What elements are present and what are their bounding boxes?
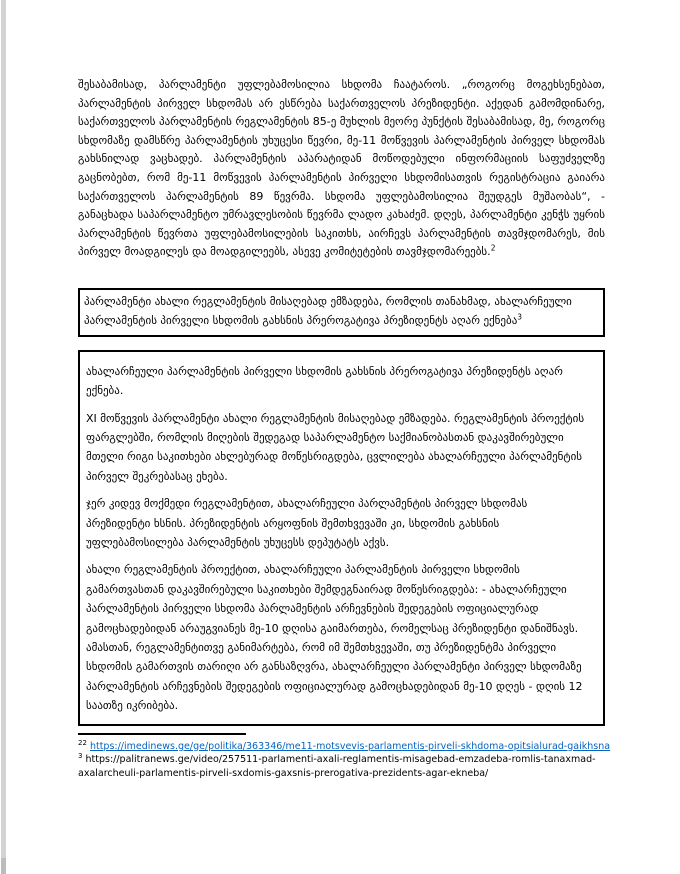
article-paragraph-4: ახალი რეგლამენტის პროექტით, ახალარჩეული პარლამენტის პირველი სხდომის გამართვასთან დაკავშირებული საკითხები შემდეგნაირად მოწესრიგდება: - ახალარჩეული პარლამენტის პირველი სხდომა პარლამენტის არჩევნების შედეგების ოფიციალურად გამოცხადებიდან არაუგვიანეს მე-10 დღისა გაიმართება, რომელსაც პრეზიდენტი დანიშნავს. ამასთან, რეგლამენტითვე განიმარტება, რომ იმ შემთხვევაში, თუ პრეზიდენტმა პირველი სხდომის გამართვის თარიღი არ განსაზღვრა, ახალარჩეული პარლამენტი პირველ სხდომაზე პარლამენტის არჩევნების შედეგების ოფიციალურად გამოცხადებიდან მე-10 დღეს - დღის 12 საათზე იკრიბება. (86, 563, 583, 713)
article-paragraph-2: XI მოწვევის პარლამენტი ახალი რეგლამენტის მისაღებად ემზადება. რეგლამენტის პროექტის ფარგლებში, რომლის მიღების შედეგად საპარლამენტო საქმიანობასთან დაკავშირებული მთელი რიგი საკითხები ახლებურად მოწესრიგდება, ცვლილება ახალარჩეული პარლამენტის პირველ შეკრებასაც ეხება. (86, 411, 585, 483)
article-box (78, 350, 605, 726)
intro-paragraph (78, 76, 605, 262)
document-content (78, 76, 611, 780)
footnote-separator (78, 733, 246, 735)
article-paragraph-3: ჯერ კიდევ მოქმედი რეგლამენტით, ახალარჩეული პარლამენტის პირველ სხდომას პრეზიდენტი ხსნის. პრეზიდენტის არყოფნის შემთხვევაში კი, სხდომის გახსნის უფლებამოსილება პარლამენტის უხუცესს დეპუტატს აქვს. (86, 497, 528, 549)
footnote-2-text-line1: https://palitranews.ge/video/257511-parlamenti-axali-reglamentis-misagebad-emzadeba-romlis-tanaxmad- (85, 754, 596, 766)
quote-box (78, 288, 605, 337)
intro-paragraph-text: შესაბამისად, პარლამენტი უფლებამოსილია სხდომა ჩაატაროს. „როგორც მოგეხსენებათ, პარლამენტის პირველ სხდომას არ ესწრება საქართველოს პრეზიდენტი. აქედან გამომდინარე, საქართველოს პარლამენტის რეგლამენტის 85-ე მუხლის მეორე პუნქტის შესაბამისად, მე, როგორც სხდომაზე დამსწრე პარლამენტის უხუცესი წევრი, მე-11 მოწვევის პარლამენტის პირველ სხდომას გახსნილად ვაცხადებ. პარლამენტის აპარატიდან მოწოდებული ინფორმაციის საფუძველზე გაცნობებთ, რომ მე-11 მოწვევის პარლამენტის პირველი სხდომისათვის რეგისტრაცია გაიარა საქართველოს პარლამენტის 89 წევრმა. სხდომა უფლებამოსილია შეუდგეს მუშაობას“, - განაცხადა საპარლამენტო უმრავლესობის წევრმა ლადო კახაძემ. დღეს, პარლამენტი კენჭს უყრის პარლამენტის წევრთა უფლებამოსილების საკითხს, აირჩევს პარლამენტის თავმჯდომარეს, მის პირველ მოადგილეს და მოადგილეებს, ასევე კომიტეტების თავმჯდომარეებს. (78, 78, 605, 259)
left-scrollbar-track[interactable] (1, 0, 6, 874)
footnote-area (78, 733, 640, 781)
footnote-1-marker: 22 (78, 739, 87, 747)
footnote-2-text-line2: axalarcheuli-parlamentis-pirveli-sxdomis-gaxsnis-prerogativa-prezidents-agar-ekneba/ (78, 767, 489, 779)
footnote-ref-2[interactable]: 2 (490, 243, 496, 253)
quote-box-paragraph (84, 292, 598, 331)
footnote-ref-3[interactable]: 3 (517, 312, 523, 322)
quote-box-text: პარლამენტი ახალი რეგლამენტის მისაღებად ემზადება, რომლის თანახმად, ახალარჩეული პარლამენტის პირველი სხდომის გახსნის პრეროგატივა პრეზიდენტს აღარ ექნება (84, 294, 572, 328)
footnote-2 (78, 753, 640, 780)
article-paragraph-1: ახალარჩეული პარლამენტის პირველი სხდომის გახსნის პრეროგატივა პრეზიდენტს აღარ ექნება. (86, 364, 563, 398)
footnote-1-link[interactable]: https://imedinews.ge/ge/politika/363346/me11-motsvevis-parlamentis-pirveli-skhdoma-opitsialurad-gaikhsna (89, 740, 611, 752)
left-scrollbar-thumb[interactable] (1, 858, 6, 874)
footnote-2-marker: 3 (78, 752, 83, 760)
footnote-1 (78, 740, 640, 754)
